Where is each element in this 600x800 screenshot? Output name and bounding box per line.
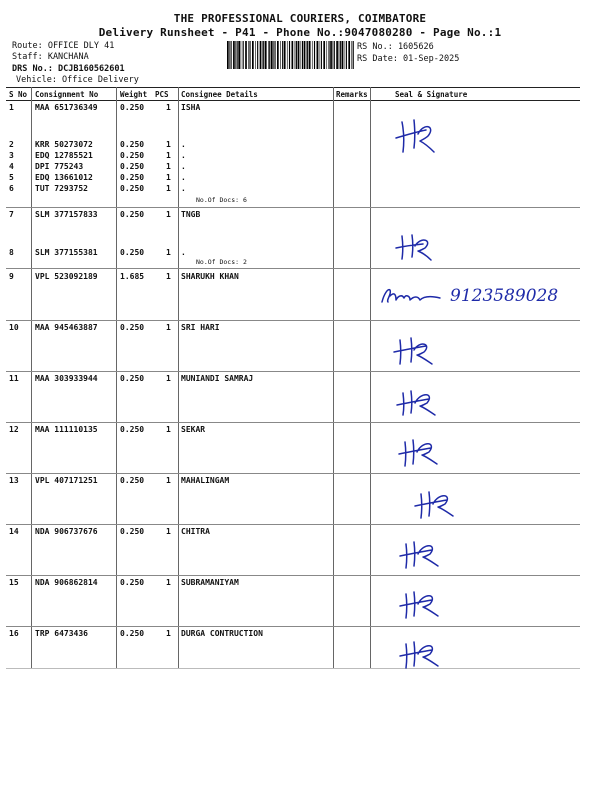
cell-consignee: MUNIANDI SAMRAJ (181, 374, 254, 383)
col-header-consignee: Consignee Details (181, 90, 258, 99)
col-header-consignment: Consignment No (35, 90, 99, 99)
drs-number: DRS No.: DCJB160562601 (12, 64, 125, 74)
cell-consignee: SRI HARI (181, 323, 220, 332)
col-header-seal-signature: Seal & Signature (395, 90, 468, 99)
barcode-bar (336, 41, 338, 69)
barcode-bar (344, 41, 345, 69)
cell-weight: 0.250 (120, 162, 145, 171)
barcode-bar (295, 41, 296, 69)
cell-weight: 0.250 (120, 425, 145, 434)
cell-consignee: CHITRA (181, 527, 210, 536)
signature-mark (398, 588, 444, 620)
cell-cons: MAA 651736349 (35, 103, 98, 112)
cell-cons: NDA 906862814 (35, 578, 98, 587)
barcode-bar (309, 41, 311, 69)
cell-pcs: 1 (166, 210, 171, 219)
cell-weight: 0.250 (120, 103, 145, 112)
cell-weight: 0.250 (120, 210, 145, 219)
column-divider (333, 87, 334, 668)
barcode-bar (262, 41, 263, 69)
cell-pcs: 1 (166, 272, 171, 281)
row-separator (6, 320, 580, 321)
barcode-bar (298, 41, 300, 69)
cell-consignee: . (181, 140, 186, 149)
docs-count-note: No.Of Docs: 6 (196, 196, 247, 204)
barcode-bar (252, 41, 254, 69)
col-header-weight: Weight (120, 90, 148, 99)
handwritten-phone: 9123589028 (450, 286, 559, 306)
cell-sno: 12 (9, 425, 19, 434)
barcode-bar (243, 41, 244, 69)
barcode-bar (229, 41, 230, 69)
cell-weight: 0.250 (120, 173, 145, 182)
cell-consignee: . (181, 151, 186, 160)
barcode-bar (231, 41, 232, 69)
vehicle-label: Vehicle: Office Delivery (16, 75, 139, 85)
barcode-bar (330, 41, 332, 69)
cell-pcs: 1 (166, 173, 171, 182)
cell-cons: DPI 775243 (35, 162, 84, 171)
barcode-bar (339, 41, 340, 69)
row-separator (6, 524, 580, 525)
cell-cons: VPL 407171251 (35, 476, 98, 485)
barcode-bar (263, 41, 264, 69)
row-separator (6, 207, 580, 208)
cell-consignee: SEKAR (181, 425, 206, 434)
cell-consignee: SHARUKH KHAN (181, 272, 239, 281)
barcode-bar (340, 41, 341, 69)
row-separator (6, 575, 580, 576)
cell-cons: EDQ 12785521 (35, 151, 93, 160)
cell-weight: 0.250 (120, 248, 145, 257)
row-separator (6, 422, 580, 423)
route-label: Route: OFFICE DLY 41 (12, 41, 115, 51)
cell-consignee: . (181, 162, 186, 171)
barcode-bar (268, 41, 269, 69)
barcode-bar (271, 41, 273, 69)
cell-sno: 1 (9, 103, 14, 112)
barcode-bar (321, 41, 322, 69)
cell-weight: 0.250 (120, 629, 145, 638)
cell-pcs: 1 (166, 527, 171, 536)
barcode-bar (319, 41, 320, 69)
barcode (227, 41, 354, 69)
cell-sno: 3 (9, 151, 14, 160)
cell-weight: 0.250 (120, 323, 145, 332)
barcode-bar (334, 41, 335, 69)
barcode-bar (348, 41, 350, 69)
cell-weight: 0.250 (120, 578, 145, 587)
column-divider (178, 87, 179, 668)
barcode-bar (317, 41, 319, 69)
cell-pcs: 1 (166, 140, 171, 149)
rs-date: RS Date: 01-Sep-2025 (357, 54, 460, 64)
barcode-bar (238, 41, 240, 69)
barcode-bar (287, 41, 288, 69)
cell-consignee: ISHA (181, 103, 201, 112)
cell-sno: 13 (9, 476, 19, 485)
row-separator (6, 371, 580, 372)
barcode-bar (235, 41, 236, 69)
barcode-bar (328, 41, 329, 69)
cell-weight: 0.250 (120, 476, 145, 485)
cell-sno: 11 (9, 374, 19, 383)
barcode-bar (237, 41, 238, 69)
cell-consignee: SUBRAMANIYAM (181, 578, 239, 587)
barcode-bar (282, 41, 283, 69)
cell-sno: 4 (9, 162, 14, 171)
barcode-bar (296, 41, 297, 69)
column-divider (116, 87, 117, 668)
cell-consignee: TNGB (181, 210, 201, 219)
table-top-border (6, 87, 580, 88)
signature-mark (413, 488, 459, 520)
barcode-bar (292, 41, 294, 69)
col-header-remarks: Remarks (336, 90, 368, 99)
cell-pcs: 1 (166, 151, 171, 160)
barcode-bar (260, 41, 262, 69)
cell-cons: SLM 377155381 (35, 248, 98, 257)
cell-pcs: 1 (166, 374, 171, 383)
cell-cons: MAA 111110135 (35, 425, 98, 434)
barcode-bar (277, 41, 279, 69)
row-separator (6, 668, 580, 669)
cell-weight: 1.685 (120, 272, 145, 281)
cell-weight: 0.250 (120, 527, 145, 536)
barcode-bar (248, 41, 249, 69)
document-title: THE PROFESSIONAL COURIERS, COIMBATORE (173, 12, 427, 25)
cell-sno: 6 (9, 184, 14, 193)
cell-cons: MAA 303933944 (35, 374, 98, 383)
document-subtitle: Delivery Runsheet - P41 - Phone No.:9047080280 - Page No.:1 (98, 26, 502, 39)
barcode-bar (302, 41, 303, 69)
cell-sno: 14 (9, 527, 19, 536)
cell-consignee: . (181, 173, 186, 182)
cell-sno: 10 (9, 323, 19, 332)
cell-consignee: MAHALINGAM (181, 476, 230, 485)
cell-cons: NDA 906737676 (35, 527, 98, 536)
barcode-bar (326, 41, 327, 69)
cell-pcs: 1 (166, 103, 171, 112)
barcode-bar (306, 41, 307, 69)
barcode-bar (255, 41, 256, 69)
barcode-bar (342, 41, 344, 69)
barcode-bar (351, 41, 352, 69)
cell-pcs: 1 (166, 248, 171, 257)
column-divider (370, 87, 371, 668)
signature-mark (398, 538, 444, 570)
barcode-bar (307, 41, 308, 69)
docs-count-note: No.Of Docs: 2 (196, 258, 247, 266)
barcode-bar (304, 41, 306, 69)
cell-pcs: 1 (166, 578, 171, 587)
cell-pcs: 1 (166, 425, 171, 434)
signature-mark (393, 232, 439, 262)
cell-cons: EDQ 13661012 (35, 173, 93, 182)
barcode-bar (257, 41, 258, 69)
barcode-bar (289, 41, 290, 69)
cell-cons: VPL 523092189 (35, 272, 98, 281)
cell-weight: 0.250 (120, 374, 145, 383)
barcode-bar (265, 41, 267, 69)
cell-sno: 9 (9, 272, 14, 281)
cell-sno: 5 (9, 173, 14, 182)
cell-sno: 2 (9, 140, 14, 149)
row-separator (6, 268, 580, 269)
barcode-bar (346, 41, 347, 69)
signature-mark (395, 385, 441, 417)
staff-label: Staff: KANCHANA (12, 52, 89, 62)
cell-weight: 0.250 (120, 140, 145, 149)
barcode-bar (227, 41, 229, 69)
cell-pcs: 1 (166, 162, 171, 171)
barcode-bar (314, 41, 315, 69)
barcode-bar (273, 41, 274, 69)
cell-cons: TRP 6473436 (35, 629, 88, 638)
signature-mark (392, 114, 438, 154)
cell-weight: 0.250 (120, 184, 145, 193)
barcode-bar (333, 41, 334, 69)
cell-sno: 8 (9, 248, 14, 257)
cell-consignee: DURGA CONTRUCTION (181, 629, 263, 638)
col-header-pcs: PCS (155, 90, 169, 99)
cell-consignee: . (181, 248, 186, 257)
cell-cons: KRR 50273072 (35, 140, 93, 149)
column-divider (31, 87, 32, 668)
cell-sno: 7 (9, 210, 14, 219)
cell-consignee: . (181, 184, 186, 193)
row-separator (6, 473, 580, 474)
barcode-bar (353, 41, 354, 69)
cell-sno: 15 (9, 578, 19, 587)
table-header-border (6, 100, 580, 101)
barcode-bar (300, 41, 301, 69)
cell-pcs: 1 (166, 184, 171, 193)
signature-mark (397, 436, 443, 468)
cell-pcs: 1 (166, 323, 171, 332)
rs-number: RS No.: 1605626 (357, 42, 434, 52)
barcode-bar (274, 41, 275, 69)
signature-mark (392, 334, 438, 366)
row-separator (6, 626, 580, 627)
barcode-bar (245, 41, 247, 69)
barcode-bar (312, 41, 313, 69)
cell-cons: MAA 945463887 (35, 323, 98, 332)
barcode-bar (323, 41, 325, 69)
col-header-sno: S No (9, 90, 28, 99)
barcode-bar (269, 41, 270, 69)
cell-cons: SLM 377157833 (35, 210, 98, 219)
barcode-bar (241, 41, 242, 69)
barcode-bar (280, 41, 281, 69)
cell-pcs: 1 (166, 629, 171, 638)
signature-mark (378, 284, 452, 308)
signature-mark (398, 638, 444, 670)
cell-pcs: 1 (166, 476, 171, 485)
barcode-bar (284, 41, 286, 69)
cell-weight: 0.250 (120, 151, 145, 160)
cell-cons: TUT 7293752 (35, 184, 88, 193)
cell-sno: 16 (9, 629, 19, 638)
barcode-bar (249, 41, 250, 69)
barcode-bar (233, 41, 235, 69)
